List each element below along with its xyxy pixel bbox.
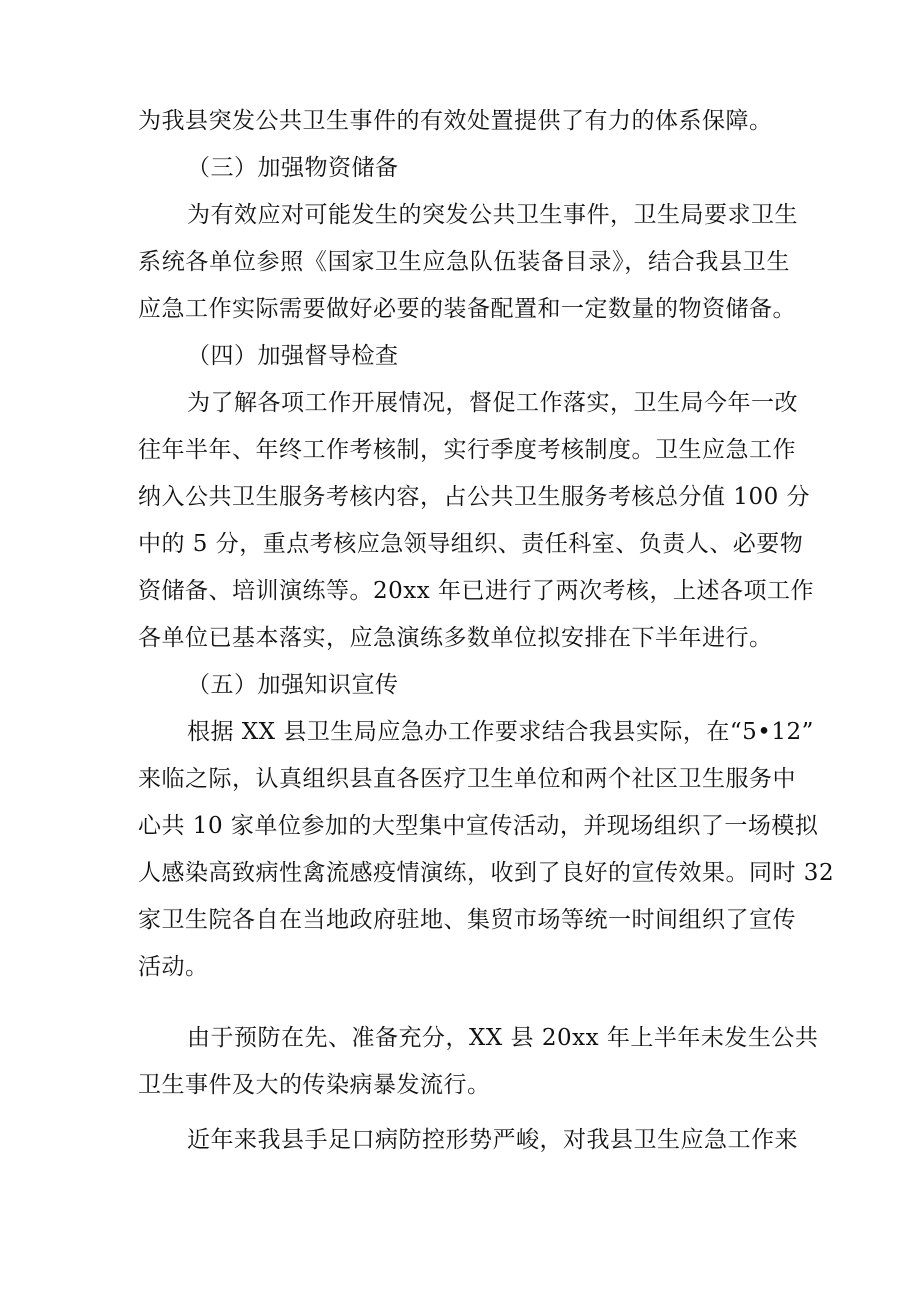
paragraph-line: 由于预防在先、准备充分，XX 县 20xx 年上半年未发生公共 (187, 1025, 819, 1051)
paragraph-line: 资储备、培训演练等。20xx 年已进行了两次考核，上述各项工作 (138, 578, 815, 604)
paragraph-line: 人感染高致病性禽流感疫情演练，收到了良好的宣传效果。同时 32 (138, 860, 835, 886)
paragraph-line: 往年半年、年终工作考核制，实行季度考核制度。卫生应急工作 (138, 437, 796, 463)
paragraph-line: 家卫生院各自在当地政府驻地、集贸市场等统一时间组织了宣传 (138, 907, 796, 933)
paragraph-line: 活动。 (138, 954, 209, 980)
paragraph-line: 中的 5 分，重点考核应急领导组织、责任科室、负责人、必要物 (138, 531, 804, 557)
paragraph-line: 根据 XX 县卫生局应急办工作要求结合我县实际，在“5•12” (187, 719, 814, 745)
paragraph-line: 各单位已基本落实，应急演练多数单位拟安排在下半年进行。 (138, 625, 773, 651)
paragraph-line: 系统各单位参照《国家卫生应急队伍装备目录》，结合我县卫生 (138, 249, 790, 275)
paragraph-line: 应急工作实际需要做好必要的装备配置和一定数量的物资储备。 (138, 296, 796, 322)
paragraph-line: 近年来我县手足口病防控形势严峻，对我县卫生应急工作来 (187, 1127, 798, 1153)
paragraph-line: 卫生事件及大的传染病暴发流行。 (138, 1072, 491, 1098)
section-heading-supplies: （三）加强物资储备 (187, 155, 399, 181)
paragraph-line: 来临之际，认真组织县直各医疗卫生单位和两个社区卫生服务中 (138, 766, 796, 792)
paragraph-line: 为了解各项工作开展情况，督促工作落实，卫生局今年一改 (187, 390, 798, 416)
paragraph-line: 为有效应对可能发生的突发公共卫生事件，卫生局要求卫生 (187, 202, 798, 228)
paragraph-line: 心共 10 家单位参加的大型集中宣传活动，并现场组织了一场模拟 (138, 813, 819, 839)
paragraph-line: 纳入公共卫生服务考核内容，占公共卫生服务考核总分值 100 分 (138, 484, 811, 510)
section-heading-publicity: （五）加强知识宣传 (187, 672, 399, 698)
section-heading-inspection: （四）加强督导检查 (187, 343, 399, 369)
paragraph-line: 为我县突发公共卫生事件的有效处置提供了有力的体系保障。 (138, 108, 773, 134)
